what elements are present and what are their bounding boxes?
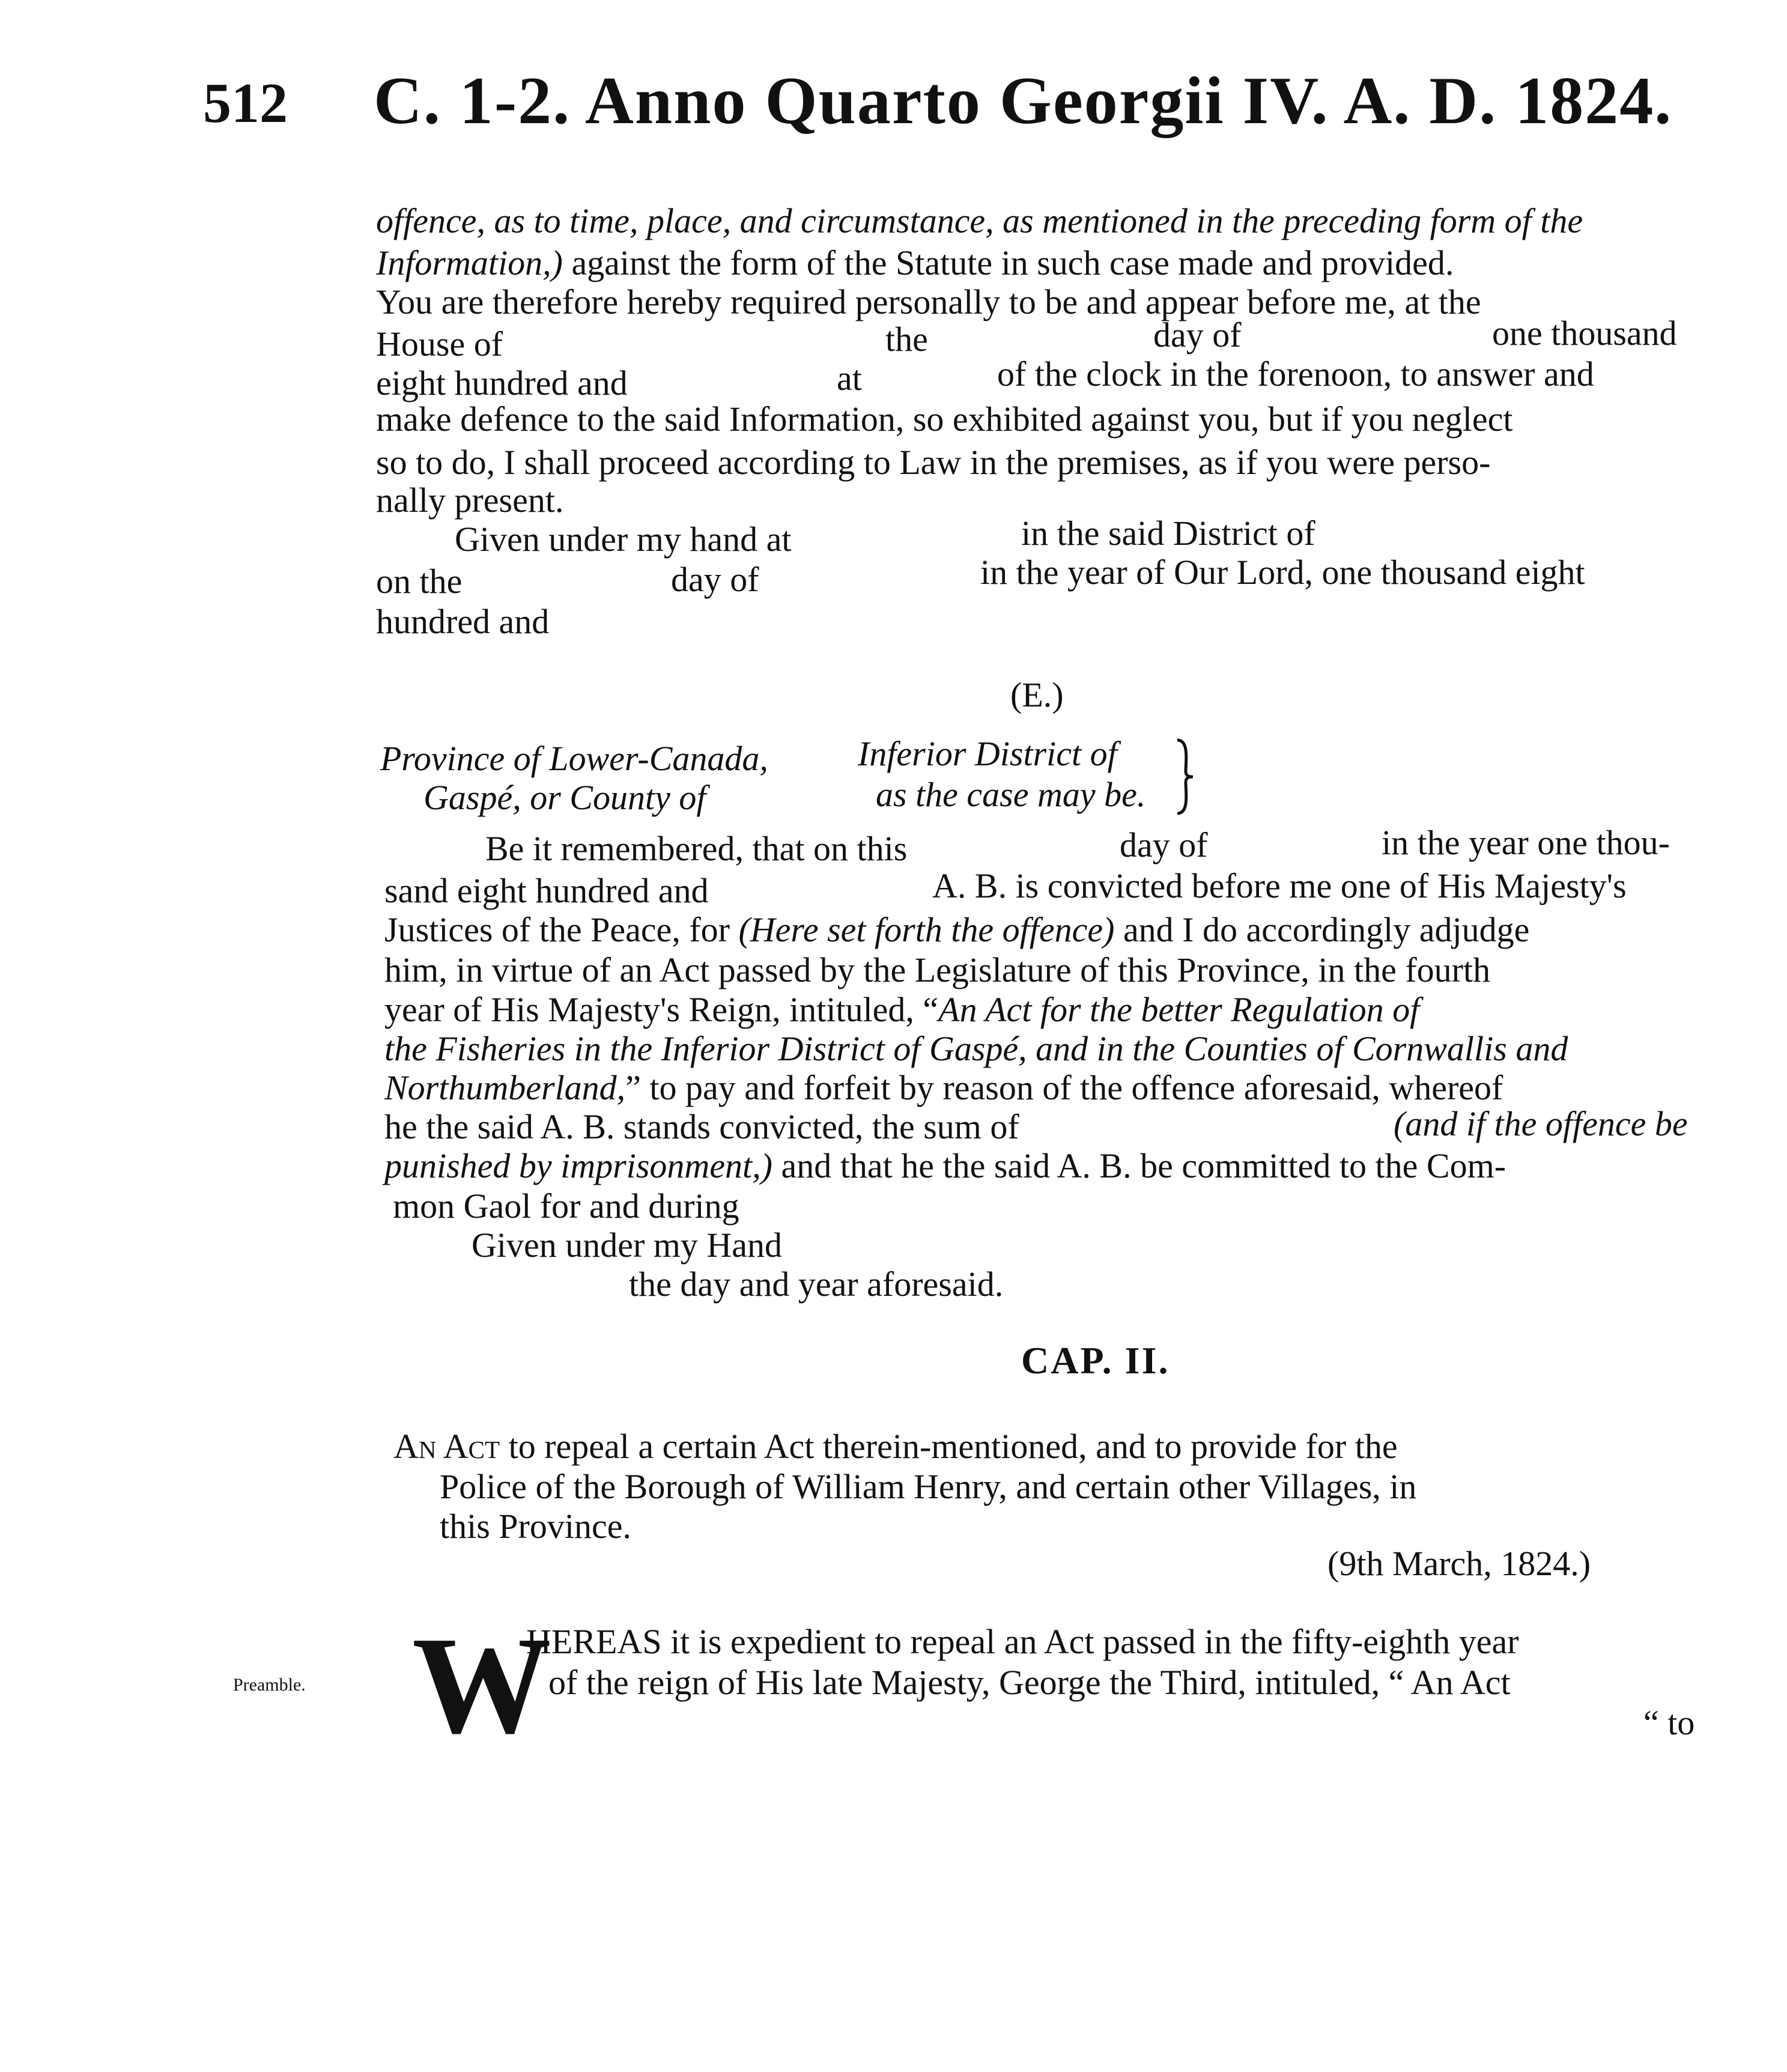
form-d-line-1: offence, as to time, place, and circumstance, as mentioned in the preceding form of the: [376, 201, 1583, 240]
form-e-l5a: year of His Majesty's Reign, intituled, “: [384, 990, 939, 1029]
page-number: 512: [203, 72, 288, 135]
form-d-line-4b: the: [885, 320, 928, 359]
form-d-line-5a: eight hundred and: [376, 363, 628, 403]
form-d-given-1a: Given under my hand at: [455, 520, 792, 559]
form-d-given-3: hundred and: [376, 602, 550, 641]
drop-cap: W: [412, 1608, 551, 1763]
catchword: “ to: [1643, 1703, 1695, 1742]
form-d-line-4d: one thousand: [1492, 314, 1677, 353]
form-d-line-5c: of the clock in the forenoon, to answer and: [997, 354, 1594, 393]
preamble-line-1: HEREAS it is expedient to repeal an Act passed in the fifty-eighth year: [526, 1622, 1519, 1661]
form-e-l10: mon Gaol for and during: [393, 1186, 739, 1226]
form-e-venue-right-2: as the case may be.: [876, 775, 1146, 814]
form-e-venue-left-1: Province of Lower-Canada,: [380, 739, 768, 778]
form-e-l9b: and that he the said A. B. be committed to the Com-: [781, 1146, 1506, 1185]
form-d-line-2-text: against the form of the Statute in such case made and provided.: [571, 243, 1454, 282]
form-e-l8a: he the said A. B. stands convicted, the sum of: [384, 1107, 1019, 1146]
form-e-venue-right-1: Inferior District of: [858, 734, 1117, 773]
form-d-line-4a: House of: [376, 324, 503, 363]
form-e-l12: the day and year aforesaid.: [629, 1265, 1004, 1304]
preamble-sidenote: Preamble.: [233, 1675, 306, 1695]
form-e-l5b: An Act for the better Regulation of: [938, 990, 1420, 1029]
form-d-line-2: Information,) against the form of the Statute in such case made and provided.: [376, 243, 1454, 282]
cap-title-line-1: [393, 1427, 1398, 1466]
cap-title-line-3: this Province.: [440, 1507, 631, 1546]
form-e-l7: [384, 1068, 1503, 1108]
cap-title-line-2: Police of the Borough of William Henry, and certain other Villages, in: [440, 1467, 1417, 1506]
form-d-line-3: You are therefore hereby required personally to be and appear before me, at the: [376, 282, 1481, 321]
form-d-given-1b: in the said District of: [1021, 514, 1315, 553]
preamble-line-2: of the reign of His late Majesty, George the Third, intituled, “ An Act: [548, 1663, 1511, 1702]
form-e-l1b: day of: [1120, 825, 1208, 864]
cap-title-1-text: to repeal a certain Act therein-mentioned, and to provide for the: [508, 1427, 1398, 1466]
form-e-l2b: A. B. is convicted before me one of His Majesty's: [932, 866, 1627, 905]
form-d-line-4c: day of: [1153, 315, 1242, 354]
form-d-line-5b: at: [837, 359, 862, 398]
form-e-l4: him, in virtue of an Act passed by the Legislature of this Province, in the fourth: [384, 950, 1491, 989]
form-d-given-2a: on the: [376, 562, 463, 601]
form-d-line-6: make defence to the said Information, so exhibited against you, but if you neglect: [376, 400, 1513, 439]
form-d-given-2c: in the year of Our Lord, one thousand eight: [980, 553, 1585, 592]
form-e-l7b: ” to pay and forfeit by reason of the offence aforesaid, whereof: [625, 1068, 1503, 1107]
form-e-l7a: Northumberland,: [384, 1068, 626, 1107]
form-e-l3: [384, 910, 1529, 950]
cap-date: (9th March, 1824.): [1327, 1544, 1591, 1583]
cap-title-lead: An Act: [393, 1427, 500, 1466]
form-e-l3c: and I do accordingly adjudge: [1123, 910, 1530, 949]
form-d-given-2b: day of: [671, 560, 759, 599]
form-d-line-7: so to do, I shall proceed according to Law in the premises, as if you were perso-: [376, 443, 1491, 482]
form-e-l8b: (and if the offence be: [1394, 1104, 1688, 1143]
form-e-venue-left-2: Gaspé, or County of: [423, 778, 706, 817]
form-e-l1a: Be it remembered, that on this: [485, 829, 908, 868]
form-d-line-8: nally present.: [376, 481, 564, 520]
form-e-l2a: sand eight hundred and: [384, 871, 709, 910]
form-e-l3a: Justices of the Peace, for: [384, 910, 730, 949]
form-e-heading: (E.): [1010, 675, 1064, 714]
form-e-l9: [384, 1146, 1506, 1186]
cap-heading: CAP. II.: [1021, 1339, 1170, 1382]
form-e-l3b: (Here set forth the offence): [738, 910, 1115, 949]
form-e-l5: [384, 990, 1419, 1030]
running-head: C. 1-2. Anno Quarto Georgii IV. A. D. 1824.: [374, 64, 1673, 138]
form-e-l9a: punished by imprisonment,): [384, 1146, 772, 1185]
curly-brace-icon: [1173, 738, 1197, 816]
form-e-l1c: in the year one thou-: [1382, 823, 1670, 862]
form-e-l6: the Fisheries in the Inferior District of Gaspé, and in the Counties of Cornwallis and: [384, 1029, 1568, 1068]
form-e-l11: Given under my Hand: [472, 1226, 783, 1265]
